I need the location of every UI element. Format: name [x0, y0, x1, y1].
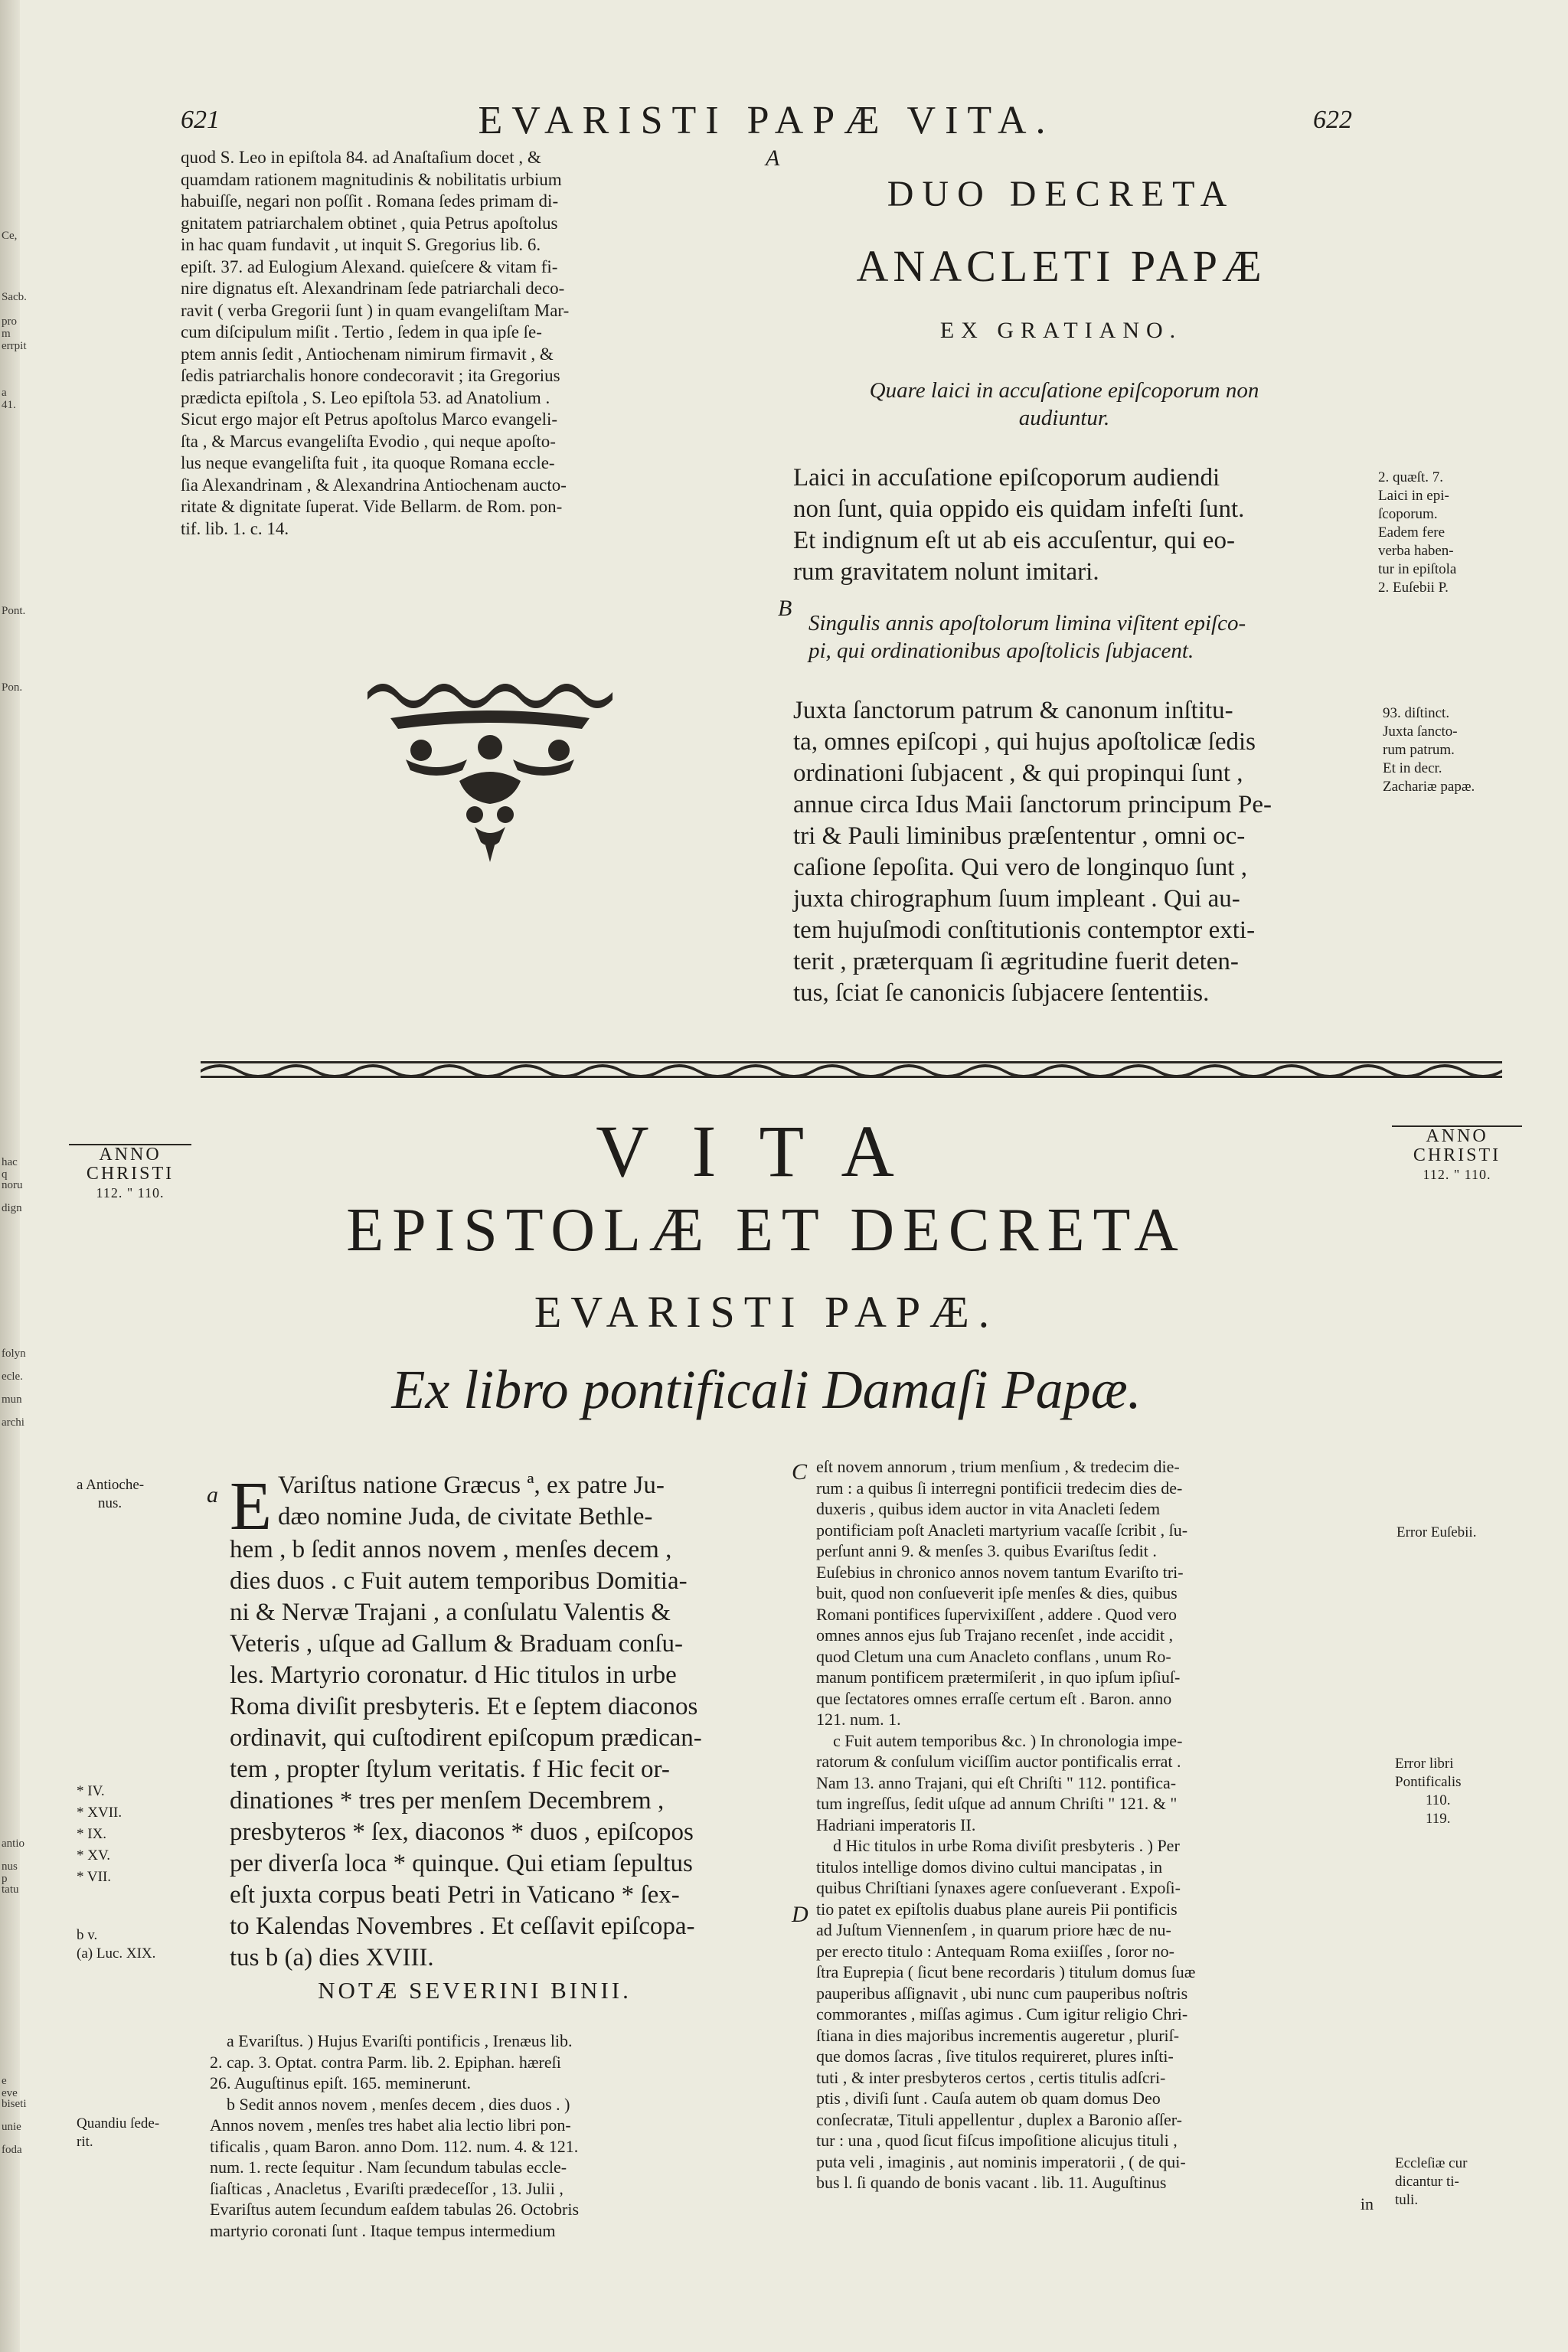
decreta-margin-note-2: [1383, 704, 1521, 796]
gutter-fragment: nus p: [2, 1860, 18, 1885]
gutter-fragment: Ce,: [2, 230, 18, 242]
christi-label: CHRISTI: [1413, 1145, 1501, 1165]
margin-line: * VII.: [77, 1869, 112, 1885]
note-line: ptis , diviſi ſunt . Cauſa autem ob quam domus Deo: [816, 2089, 1161, 2108]
margin-line: * XV.: [77, 1847, 110, 1864]
anno-christi-left: [69, 1144, 191, 1203]
gutter-fragment: dign: [2, 1202, 22, 1214]
note-line: num. 1. recte ſequitur . Nam ſecundum tabulas eccle-: [210, 2158, 567, 2177]
gutter-fragment: folyn: [2, 1348, 26, 1360]
anno-label: ANNO: [1392, 1125, 1522, 1146]
note-line: rum : a quibus ſi interregni pontificii tredecim dies de-: [816, 1478, 1183, 1498]
gutter-fragment: archi: [2, 1416, 24, 1429]
margin-line: * XVII.: [77, 1805, 122, 1821]
note-line: a Evariſtus. ) Hujus Evariſti pontificis , Irenæus lib.: [227, 2031, 573, 2050]
text-line: ordinationi ſubjacent , & qui propinqui ſunt ,: [793, 760, 1243, 787]
text-line: ſedis patriarchalis honore condecoravit ; ita Gregorius: [181, 366, 560, 385]
christi-label: CHRISTI: [86, 1164, 175, 1184]
note-line: que ſectatores omnes erraſſe certum eſt . Baron. anno: [816, 1688, 1172, 1708]
decreta-rubric-2: [808, 609, 1360, 665]
gutter-fragment: hac q: [2, 1156, 18, 1181]
margin-line: dicantur ti-: [1395, 2174, 1459, 2190]
text-line: tri & Pauli liminibus præſententur , omni oc-: [793, 822, 1246, 850]
gutter-fragment: Pon.: [2, 681, 23, 694]
margin-line: tuli.: [1395, 2192, 1419, 2208]
note-line: manum pontificem prætermiſerit , in quo ipſum ipſiuſ-: [816, 1668, 1181, 1687]
margin-line: ſcoporum.: [1378, 506, 1438, 522]
gutter-fragment: noru: [2, 1179, 23, 1191]
margin-line: verba haben-: [1378, 543, 1454, 559]
gutter-fragment: foda: [2, 2144, 22, 2156]
margin-line: tur in epiſtola: [1378, 561, 1457, 577]
note-line: 26. Auguſtinus epiſt. 165. meminerunt.: [210, 2073, 471, 2092]
vita-subheading: EPISTOLÆ ET DECRETA: [346, 1197, 1187, 1264]
margin-note-quandiu: [77, 2115, 207, 2151]
note-line: ad Juſtum Viennenſem , in quarum priore hæc de nu-: [816, 1920, 1171, 1939]
margin-line: Laici in epi-: [1378, 488, 1449, 504]
margin-line: Error libri: [1395, 1756, 1454, 1772]
note-line: tio patet ex epiſtolis duabus plane aureis Pii pontificis: [816, 1899, 1178, 1919]
note-line: tur : una , quod ſicut fiſcus impoſitione alicujus tituli ,: [816, 2131, 1178, 2150]
note-line: pauperibus aſſignavit , ubi nunc cum pauperibus noſtris: [816, 1983, 1188, 2003]
note-line: eſt novem annorum , trium menſium , & tredecim die-: [816, 1457, 1180, 1476]
text-line: epiſt. 37. ad Eulogium Alexand. quieſcere & vitam fi-: [181, 256, 558, 276]
section-letter-b: B: [778, 596, 792, 621]
right-notes-column: [816, 1456, 1389, 2214]
gutter-fragment: mun: [2, 1393, 22, 1406]
note-line: per erecto titulo : Antequam Roma exiiſſes , ſoror no-: [816, 1941, 1174, 1961]
text-line: tem , propter ſtylum veritatis. f Hic fecit or-: [230, 1756, 670, 1783]
vita-pope-name: EVARISTI PAPÆ.: [534, 1287, 999, 1337]
text-line: to Kalendas Novembres . Et ceſſavit epiſcopa-: [230, 1913, 695, 1940]
text-line: ſia Alexandrinam , & Alexandrina Antiochenam aucto-: [181, 475, 567, 495]
anno-years: 112. " 110.: [96, 1185, 165, 1200]
margin-note-ecclesia: [1395, 2154, 1533, 2210]
margin-line: b v.: [77, 1927, 98, 1943]
text-line: tus, ſciat ſe canonicis ſubjacere ſententiis.: [793, 979, 1210, 1007]
text-line: ritate & dignitate ſuperat. Vide Bellarm. de Rom. pon-: [181, 497, 563, 516]
margin-line: Et in decr.: [1383, 760, 1442, 776]
decreta-source: EX GRATIANO.: [939, 318, 1183, 343]
note-line: quibus Chriſtiani ſynaxes agere conſueverant . Expoſi-: [816, 1878, 1181, 1897]
margin-note-ordinations: [77, 1781, 191, 1888]
text-line: ptem annis ſedit , Antiochenam nimirum firmavit , &: [181, 344, 554, 364]
text-line: lus neque evangeliſta fuit , ita quoque Romana eccle-: [181, 453, 555, 472]
note-line: duxeris , quibus idem auctor in vita Anacleti ſedem: [816, 1499, 1161, 1518]
text-line: nire dignatus eſt. Alexandrinam ſede patriarchali deco-: [181, 279, 565, 298]
note-line: Evariſtus autem ſecundum eaſdem tabulas 26. Octobris: [210, 2200, 580, 2219]
margin-line: 93. diſtinct.: [1383, 705, 1450, 721]
note-line: Hadriani imperatoris II.: [816, 1815, 976, 1834]
note-line: bus l. ſi quando de bonis vacant . lib. 11. Auguſtinus: [816, 2173, 1167, 2192]
note-line: Nam 13. anno Trajani, qui eſt Chriſti " 112. pontifica-: [816, 1772, 1177, 1792]
text-line: Roma diviſit presbyteris. Et e ſeptem diaconos: [230, 1693, 698, 1720]
note-line: 121. num. 1.: [816, 1710, 901, 1729]
drop-cap: E: [230, 1468, 272, 1544]
note-line: quod Cletum una cum Anacleto conflans , unum Ro-: [816, 1646, 1171, 1666]
note-line: que domos ſacras , ſive titulos requireret, plures inſti-: [816, 2047, 1174, 2066]
gutter-fragment: e eve: [2, 2075, 18, 2099]
text-line: terit , præterquam ſi ægritudine fuerit deten-: [793, 948, 1239, 975]
margin-line: Pontificalis: [1395, 1774, 1462, 1790]
text-line: prædicta epiſtola , S. Leo epiſtola 53. ad Anatolium .: [181, 387, 550, 407]
text-line: quod S. Leo in epiſtola 84. ad Anaſtaſium docet , &: [181, 148, 541, 167]
gutter-fragment: antio: [2, 1838, 24, 1850]
note-line: Annos novem , menſes tres habet alia lectio libri pon-: [210, 2115, 571, 2135]
text-line: annue circa Idus Maii ſanctorum principum Pe-: [793, 791, 1272, 818]
note-line: puta veli , imaginis , aut nominis imperatorii , ( de qui-: [816, 2151, 1186, 2171]
decreta-rubric-1: [812, 377, 1317, 432]
text-line: non ſunt, quia oppido eis quidam infeſti ſunt.: [793, 495, 1245, 523]
running-title: EVARISTI PAPÆ VITA.: [478, 99, 1055, 142]
text-line: quamdam rationem magnitudinis & nobilitatis urbium: [181, 169, 562, 189]
vignette-ornament-icon: [360, 674, 620, 865]
text-line: ordinavit, qui cuſtodirent epiſcopum prædican-: [230, 1724, 702, 1752]
text-line: rum gravitatem nolunt imitari.: [793, 558, 1099, 586]
decreta-text-1: [793, 462, 1374, 588]
text-line: Variſtus natione Græcus ª, ex patre Ju-: [277, 1472, 665, 1499]
text-line: juxta chirographum ſuum impleant . Qui au-: [793, 885, 1240, 913]
note-line: Romani pontifices ſupervixiſſent , addere . Quod vero: [816, 1604, 1178, 1624]
note-line: ſtiana in dies majoribus incrementis augeretur , pluriſ-: [816, 2025, 1180, 2045]
margin-note-error-pontificalis: [1395, 1755, 1533, 1828]
notae-text: [210, 2030, 793, 2241]
anno-years: 112. " 110.: [1423, 1167, 1491, 1182]
rubric-line: audiuntur.: [1018, 406, 1110, 430]
gutter-fragment: unie: [2, 2121, 21, 2133]
margin-line: 2. Euſebii P.: [1378, 580, 1449, 596]
ornamental-rule-icon: [201, 1058, 1502, 1081]
section-letter-d: D: [792, 1902, 808, 1927]
note-line: d Hic titulos in urbe Roma diviſit presbyteris . ) Per: [833, 1836, 1180, 1855]
gutter-fragment: a 41.: [2, 387, 16, 411]
gutter-fragment: Sacb.: [2, 291, 27, 303]
margin-note-antiochenus: [77, 1476, 207, 1513]
margin-line: Juxta ſancto-: [1383, 724, 1458, 740]
text-line: ravit ( verba Gregorii ſunt ) in quam evangeliſtam Mar-: [181, 300, 570, 320]
note-line: b Sedit annos novem , menſes decem , dies duos . ): [227, 2094, 570, 2114]
note-line: c Fuit autem temporibus &c. ) In chronologia impe-: [833, 1730, 1183, 1750]
section-letter-c: C: [792, 1459, 808, 1485]
text-line: in hac quam fundavit , ut inquit S. Gregorius lib. 6.: [181, 235, 541, 254]
note-line: 2. cap. 3. Optat. contra Parm. lib. 2. Epiphan. hæreſi: [210, 2052, 561, 2072]
margin-line: * IV.: [77, 1783, 105, 1799]
margin-line: 119.: [1426, 1811, 1451, 1827]
note-line: ſtra Euprepia ( ſicut bene recordaris ) titulum domus ſuæ: [816, 1962, 1196, 1981]
text-line: dæo nomine Juda, de civitate Bethle-: [277, 1503, 653, 1530]
text-line: eſt juxta corpus beati Petri in Vaticano * ſex-: [230, 1881, 680, 1909]
gutter-fragment: biseti: [2, 2098, 27, 2110]
text-line: ni & Nervæ Trajani , a conſulatu Valentis &: [230, 1599, 671, 1626]
margin-line: 110.: [1426, 1792, 1451, 1808]
vita-heading: VITA: [596, 1110, 937, 1192]
top-left-note: [181, 147, 770, 540]
text-line: Sicut ergo major eſt Petrus apoſtolus Marco evangeli-: [181, 410, 558, 429]
gutter-fragment: tatu: [2, 1883, 19, 1896]
note-line: perſunt anni 9. & menſes 3. quibus Evariſtus ſedit .: [816, 1541, 1157, 1560]
text-line: les. Martyrio coronatur. d Hic titulos in urbe: [230, 1661, 677, 1689]
section-letter-a-upper: A: [766, 145, 780, 171]
anno-christi-right: [1392, 1125, 1522, 1184]
text-line: Laici in accuſatione epiſcoporum audiendi: [793, 464, 1220, 492]
note-line: martyrio coronati ſunt . Itaque tempus intermedium: [210, 2220, 556, 2240]
rubric-line: Singulis annis apoſtolorum limina viſitent epiſco-: [808, 611, 1246, 635]
rubric-line: Quare laici in accuſatione epiſcoporum non: [869, 378, 1259, 403]
note-line: titulos intellige domos divino cultui mancipatas , in: [816, 1857, 1163, 1877]
margin-line: Quandiu ſede-: [77, 2115, 160, 2132]
note-line: buit, quod non conſueverit ipſe menſes & dies, quibus: [816, 1583, 1178, 1602]
gutter-fragment: ecle.: [2, 1370, 23, 1383]
margin-line: Eccleſiæ cur: [1395, 2155, 1468, 2171]
decreta-margin-note-1: [1378, 469, 1516, 597]
margin-line: (a) Luc. XIX.: [77, 1945, 156, 1962]
decreta-heading: DUO DECRETA: [887, 174, 1236, 214]
text-line: tus b (a) dies XVIII.: [230, 1944, 434, 1971]
rubric-line: pi, qui ordinationibus apoſtolicis ſubjacent.: [808, 639, 1194, 663]
decreta-title: ANACLETI PAPÆ: [856, 241, 1266, 291]
text-line: tem hujuſmodi conſtitutionis contemptor exti-: [793, 916, 1256, 944]
margin-line: 2. quæſt. 7.: [1378, 469, 1443, 485]
anno-label: ANNO: [69, 1144, 191, 1165]
text-line: dinationes * tres per menſem Decembrem ,: [230, 1787, 665, 1815]
note-line: tificalis , quam Baron. anno Dom. 112. num. 4. & 121.: [210, 2136, 579, 2156]
text-line: caſione ſepoſita. Qui vero de longinquo ſunt ,: [793, 854, 1247, 881]
note-line: conſecratæ, Tituli appellentur , duplex a Baronio aſſer-: [816, 2109, 1182, 2129]
text-line: ta, omnes epiſcopi , qui hujus apoſtolicæ ſedis: [793, 728, 1256, 756]
text-line: dies duos . c Fuit autem temporibus Domitia-: [230, 1567, 688, 1595]
main-text: [230, 1470, 801, 1974]
vita-source: Ex libro pontificali Damaſi Papæ.: [391, 1359, 1142, 1420]
text-line: cum diſcipulum miſit . Tertio , ſedem in qua ipſe ſe-: [181, 322, 542, 341]
margin-line: Zachariæ papæ.: [1383, 779, 1475, 795]
notae-heading: NOTÆ SEVERINI BINII.: [318, 1977, 632, 2004]
margin-note-b: [77, 1926, 207, 1963]
note-line: Euſebius in chronico annos novem tantum Evariſto tri-: [816, 1562, 1184, 1582]
note-line: ratorum & conſulum viciſſim auctor pontificalis errat .: [816, 1752, 1181, 1771]
margin-line: * IX.: [77, 1826, 107, 1842]
margin-line: rum patrum.: [1383, 742, 1455, 758]
margin-line: Eadem fere: [1378, 524, 1446, 541]
gutter-fragment: errpit: [2, 340, 27, 352]
note-line: ſiaſticas , Anacletus , Evariſti prædeceſſor , 13. Julii ,: [210, 2178, 564, 2198]
note-line: commorantes , miſſas agimus . Cum igitur religio Chri-: [816, 2004, 1188, 2024]
running-head: [181, 98, 1352, 152]
decreta-text-2: [793, 695, 1374, 1009]
text-line: Veteris , uſque ad Gallum & Braduam conſu-: [230, 1630, 684, 1658]
text-line: Juxta ſanctorum patrum & canonum inſtitu-: [793, 697, 1233, 724]
page-number-left: 621: [181, 106, 220, 134]
note-line: pontificiam poſt Anacleti martyrium vacaſſe ſcribit , ſu-: [816, 1520, 1188, 1540]
margin-line: rit.: [77, 2134, 93, 2150]
margin-line: nus.: [98, 1495, 122, 1511]
text-line: per diverſa loca * quinque. Qui etiam ſepultus: [230, 1850, 693, 1877]
text-line: gnitatem patriarchalem obtinet , quia Petrus apoſtolus: [181, 213, 558, 233]
note-line: tuti , & inter presbyteros certos , certis titulis adſcri-: [816, 2067, 1166, 2087]
page-number-right: 622: [1313, 106, 1352, 134]
text-line: hem , b ſedit annos novem , menſes decem ,: [230, 1536, 672, 1563]
note-line: in: [1360, 2194, 1374, 2213]
gutter-fragment: Pont.: [2, 605, 26, 617]
note-line: omnes annos ejus ſub Trajano recenſet , inde accidit ,: [816, 1625, 1174, 1645]
gutter-fragment: pro m: [2, 315, 17, 340]
text-line: habuiſſe, negari non poſſit . Romana ſedes primam di-: [181, 191, 559, 211]
text-line: ſta , & Marcus evangeliſta Evodio , qui neque apoſto-: [181, 431, 556, 451]
note-line: tum ingreſſus, ſedit uſque ad annum Chriſti " 121. & ": [816, 1794, 1178, 1813]
binding-gutter: [0, 0, 27, 2352]
text-line: presbyteros * ſex, diaconos * duos , epiſcopos: [230, 1818, 694, 1846]
section-letter-a-lower: a: [207, 1482, 218, 1508]
text-line: tif. lib. 1. c. 14.: [181, 518, 289, 538]
margin-line: a Antioche-: [77, 1477, 145, 1493]
text-line: Et indignum eſt ut ab eis accuſentur, qui eo-: [793, 527, 1235, 554]
margin-note-error-eusebii: Error Euſebii.: [1396, 1524, 1477, 1540]
